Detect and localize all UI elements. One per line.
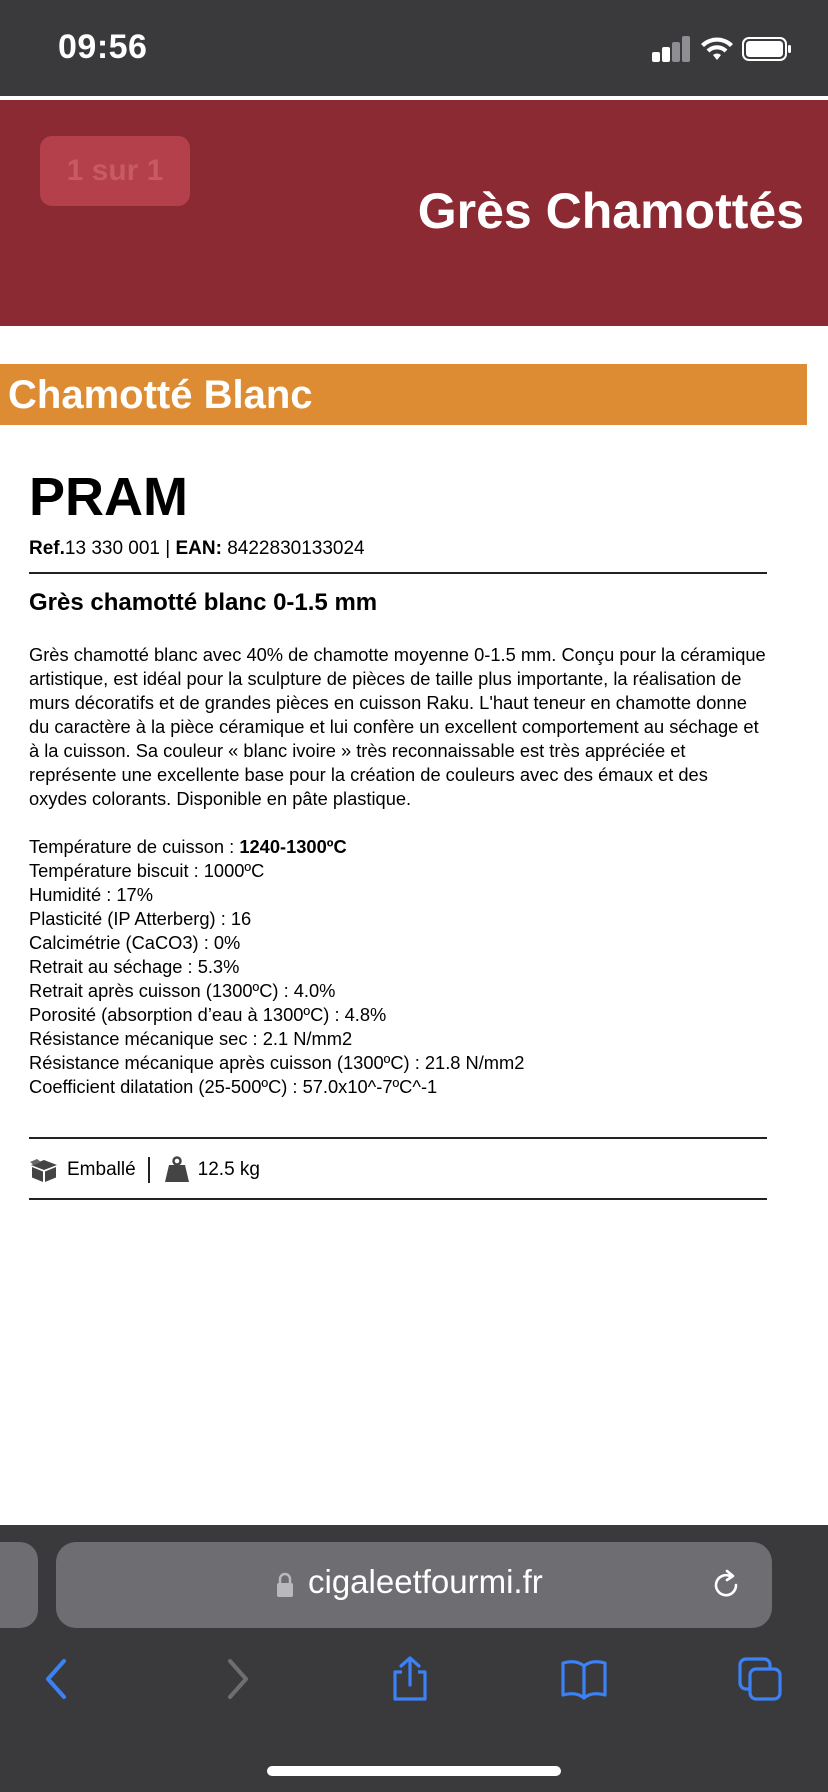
packaging-info (29, 1152, 260, 1188)
product-reference (29, 538, 365, 560)
box-icon (29, 1156, 59, 1184)
spec-row: Porosité (absorption d’eau à 1300ºC) : 4.8% (29, 1004, 387, 1025)
spec-row: Plasticité (IP Atterberg) : 16 (29, 908, 252, 929)
ref-value: 13 330 001 (64, 538, 160, 559)
battery-icon (742, 37, 792, 61)
header-divider (0, 96, 828, 99)
ref-label: Ref. (29, 538, 65, 559)
packed-label: Emballé (67, 1159, 136, 1180)
product-title: Grès chamotté blanc 0-1.5 mm (29, 589, 378, 616)
status-time: 09:56 (58, 28, 148, 66)
cellular-signal-icon (652, 36, 692, 62)
tabs-icon[interactable] (736, 1655, 784, 1703)
ref-separator: | (160, 538, 176, 559)
spec-row: Retrait au séchage : 5.3% (29, 956, 240, 977)
page-title: Grès Chamottés (417, 183, 804, 239)
back-icon[interactable] (34, 1655, 82, 1703)
spec-row: Retrait après cuisson (1300ºC) : 4.0% (29, 980, 336, 1001)
spec-row: Température biscuit : 1000ºC (29, 860, 265, 881)
category-bar (0, 364, 807, 425)
forward-icon[interactable] (212, 1655, 260, 1703)
lock-icon (275, 1572, 295, 1598)
url-text[interactable]: cigaleetfourmi.fr (308, 1563, 543, 1600)
product-description: Grès chamotté blanc avec 40% de chamotte moyenne 0-1.5 mm. Conçu pour la céramique artistique, est idéal pour la sculpture de pièces de taille plus importante, la réalisation de murs décoratifs et de grandes pièces en cuisson Raku. L'haut teneur en chamotte donne du caractère à la pièce céramique et lui confère un excellent comportement au séchage et à la cuisson. Sa couleur « blanc ivoire » très reconnaissable est très appréciée et représente une excellente base pour la création de couleurs avec des émaux et des oxydes colorants. Disponible en pâte plastique. (29, 644, 766, 809)
ean-label: EAN: (175, 538, 222, 559)
packaging-separator (148, 1157, 150, 1183)
status-bar (0, 0, 828, 96)
pager-badge[interactable]: 1 sur 1 (40, 136, 190, 206)
spec-firing (29, 835, 769, 859)
divider (29, 1198, 767, 1200)
spec-row: Résistance mécanique après cuisson (1300ºC) : 21.8 N/mm2 (29, 1052, 525, 1073)
divider (29, 572, 767, 574)
bookmarks-icon[interactable] (560, 1655, 608, 1703)
ean-value: 8422830133024 (221, 538, 365, 559)
reload-icon[interactable] (708, 1567, 744, 1603)
spec-firing-value: 1240-1300ºC (239, 836, 347, 857)
weight-value: 12.5 kg (197, 1159, 260, 1180)
previous-tab-preview[interactable] (0, 1542, 38, 1628)
spec-firing-label: Température de cuisson : (29, 836, 240, 857)
spec-row: Résistance mécanique sec : 2.1 N/mm2 (29, 1028, 353, 1049)
category-title: Chamotté Blanc (8, 373, 313, 417)
wifi-icon (700, 36, 734, 62)
product-specs (29, 835, 769, 1099)
product-brand: PRAM (29, 467, 188, 527)
share-icon[interactable] (386, 1655, 434, 1703)
weight-icon (162, 1156, 192, 1184)
spec-row: Calcimétrie (CaCO3) : 0% (29, 932, 241, 953)
home-indicator[interactable] (267, 1766, 561, 1776)
divider (29, 1137, 767, 1139)
spec-row: Coefficient dilatation (25-500ºC) : 57.0x10^-7ºC^-1 (29, 1076, 438, 1097)
spec-row: Humidité : 17% (29, 884, 153, 905)
